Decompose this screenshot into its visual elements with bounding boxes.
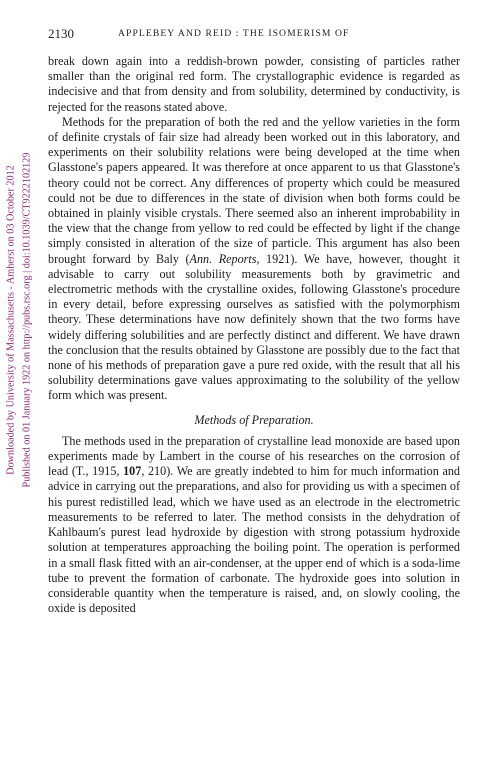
paragraph-methods-discussion bbox=[48, 115, 460, 404]
paragraph-text: Methods for the preparation of both the red and the yellow varieties in the form of definite crystals of fair size had already been worked out in this laboratory, and experiments on their solubility relations were being developed at the time when Glasstone's papers appeared. It was therefore at once apparent to us that Glasstone's theory could not be correct. Any differences of property which could be measured could not be due to differences in the state of division when both forms could be obtained in plainly visible crystals. There seemed also an inherent improbability in the view that the change from yellow to red could be effected by light if the change simply consisted in alteration of the size of particle. This argument has also been brought forward by Baly ( bbox=[48, 114, 460, 266]
download-watermark bbox=[4, 40, 18, 600]
running-header bbox=[48, 26, 460, 44]
paragraph-text: , 210). We are greatly indebted to him for much information and advice in carrying out the preparations, and also for providing us with a specimen of his purest redistilled lead, which we have used as an electrode in the electrometric measurements to be referred to later. The method consists in the dehydration of Kahlbaum's purest lead hydroxide by digestion with strong potassium hydroxide solution at temperatures approaching the boiling point. The operation is performed in a small flask fitted with an air-condenser, at the upper end of which is a soda-lime tube to prevent the formation of carbonate. The hydroxide goes into solution in considerable quantity when the temperature is raised, and, on slowly cooling, the oxide is deposited bbox=[48, 464, 460, 616]
download-note[interactable]: Downloaded by University of Massachusetts - Amherst on 03 October 2012 bbox=[5, 165, 17, 475]
citation-volume: 107 bbox=[123, 464, 142, 479]
paragraph-text: , 1921). We have, however, thought it advisable to carry out solubility measurements both by gravimetric and electrometric methods with the crystalline oxides, following Glasstone's procedure in every detail, before expressing ourselves as satisfied with the polymorphism theory. These determinations have now definitely shown that the two forms have widely differing solubilities and are perfectly distinct and different. We have drawn the conclusion that the results obtained by Glasstone are possibly due to the fact that none of his methods of preparation gave a pure red oxide, with the result that all his solubility determinations gave values approximating to the solubility of the yellow form which was present. bbox=[48, 251, 461, 403]
running-title: APPLEBEY AND REID : THE ISOMERISM OF bbox=[118, 28, 350, 39]
section-heading: Methods of Preparation. bbox=[194, 412, 314, 427]
publication-watermark bbox=[20, 40, 34, 600]
publication-doi-note[interactable]: Published on 01 January 1922 on http://pubs.rsc.org | doi:10.1039/CT9222102129 bbox=[21, 152, 33, 488]
paragraph-continuation: break down again into a reddish-brown powder, consisting of particles rather smaller than the original red form. The crystallographic evidence is regarded as indecisive and that from density and from solubility, determined by conductivity, is rejected for the reasons stated above. bbox=[48, 54, 460, 114]
citation-journal: Ann. Reports bbox=[189, 251, 257, 266]
paragraph-preparation bbox=[48, 434, 460, 616]
article-body bbox=[48, 54, 460, 616]
paragraph-text: The methods used in the preparation of crystalline lead monoxide are based upon experiments made by Lambert in the course of his researches on the corrosion of lead (T., 1915, bbox=[48, 433, 460, 479]
page-number: 2130 bbox=[48, 26, 74, 41]
